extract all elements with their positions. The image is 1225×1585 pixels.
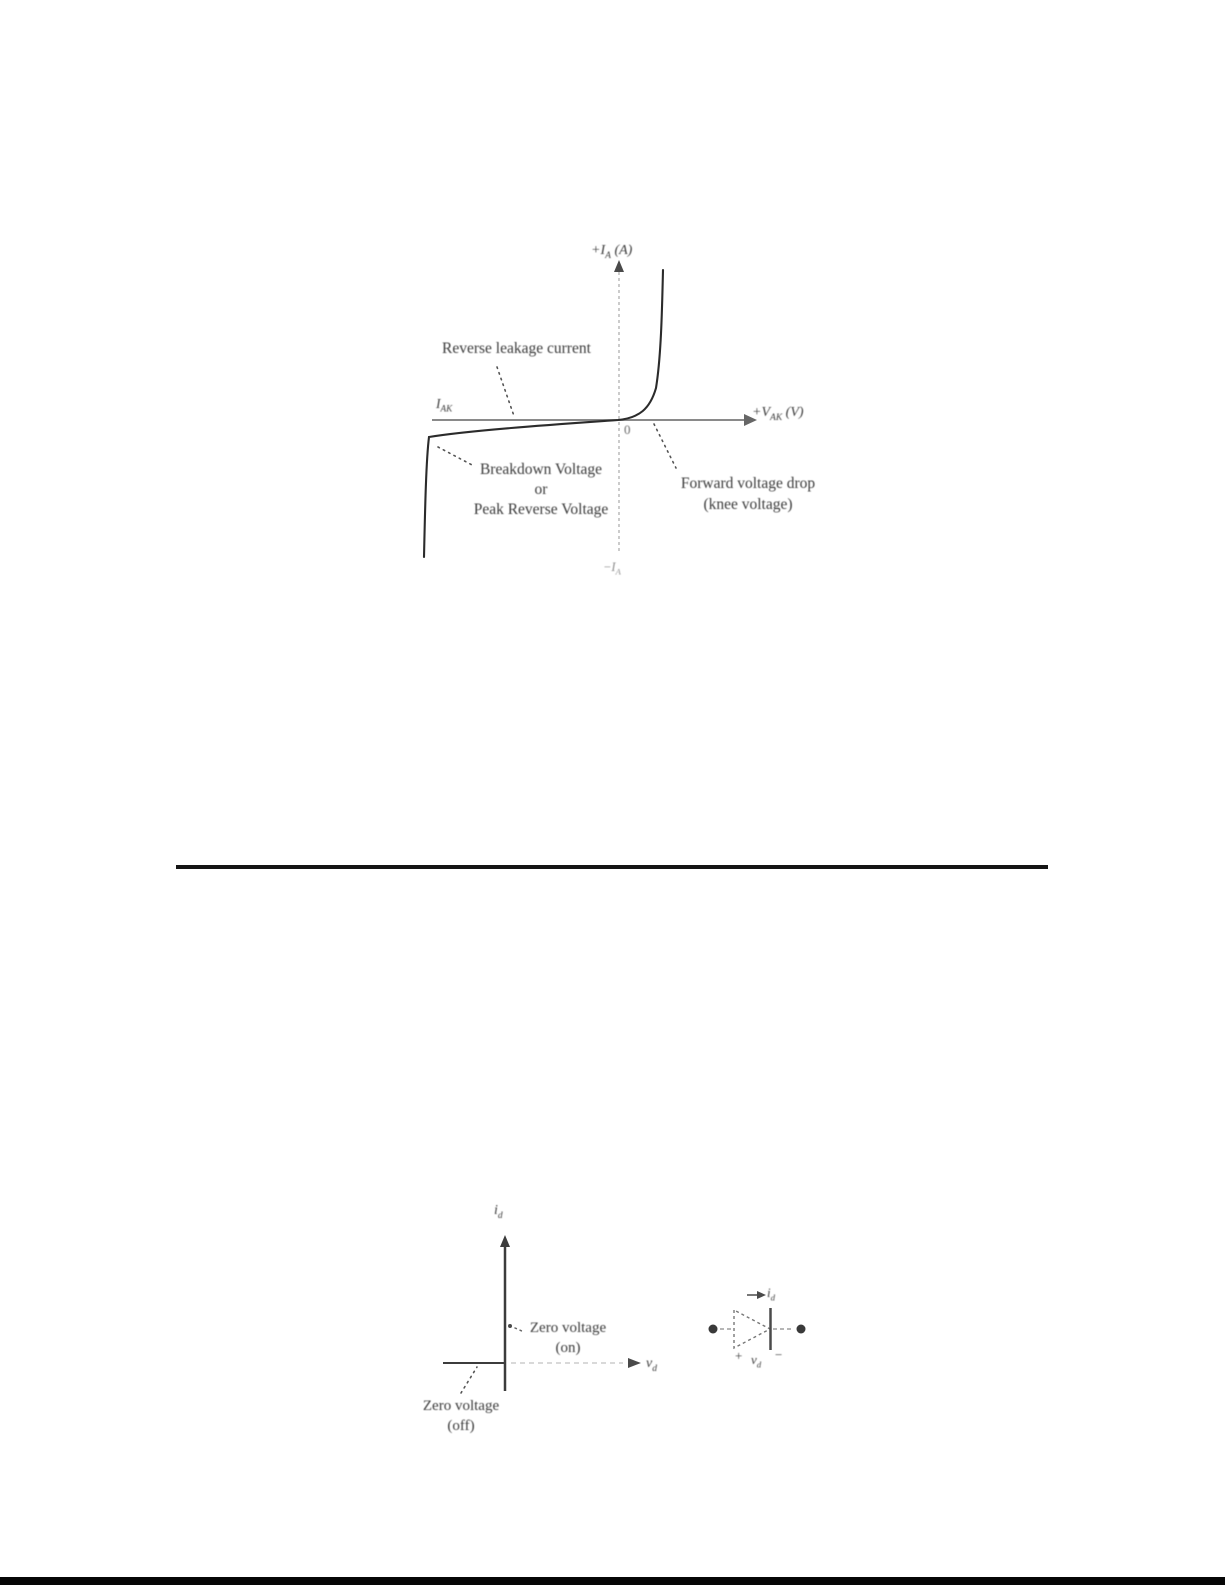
fig1-x-axis-label <box>752 404 804 425</box>
fig2-y-axis-label-pre: i <box>494 1203 498 1218</box>
fig2-on-line2: (on) <box>555 1340 581 1356</box>
fig2-on-tick <box>508 1324 512 1328</box>
fig2-x-axis-arrowhead <box>628 1358 641 1368</box>
fig1-breakdown-annotation <box>452 460 630 520</box>
diode-voltage-label <box>751 1352 761 1371</box>
fig2-y-axis-arrowhead <box>500 1235 510 1247</box>
diode-triangle <box>734 1310 770 1348</box>
fig1-breakdown-line2: or <box>534 481 548 498</box>
diode-anode-terminal <box>709 1325 718 1334</box>
fig1-leader-reverse-leakage <box>497 367 514 416</box>
section-divider-rule <box>176 865 1048 869</box>
fig2-on-line1: Zero voltage <box>529 1320 607 1336</box>
fig1-y-axis-label-pre: +I <box>591 243 606 258</box>
fig1-iak-label-pre: I <box>436 396 441 411</box>
page-bottom-edge-bar <box>0 1577 1225 1585</box>
fig1-neg-y-label-sub: A <box>615 566 621 577</box>
fig1-leader-forward-drop <box>654 424 676 468</box>
diode-cathode-terminal <box>797 1325 806 1334</box>
ideal-diode-symbol <box>709 1291 806 1350</box>
fig2-x-axis-label-sub: d <box>652 1363 657 1374</box>
diode-voltage-label-sub: d <box>756 1359 762 1370</box>
fig1-origin-label: 0 <box>624 422 631 437</box>
fig1-y-axis-label <box>591 242 632 263</box>
fig2-off-line2: (off) <box>447 1418 475 1434</box>
fig1-x-axis-label-sub: AK <box>770 412 783 423</box>
diode-plus-sign: + <box>735 1348 743 1363</box>
fig1-iak-label-sub: AK <box>440 403 453 414</box>
fig2-y-axis-label-sub: d <box>497 1210 503 1221</box>
fig2-x-axis-label-pre: v <box>646 1356 653 1371</box>
fig1-breakdown-line1: Breakdown Voltage <box>479 461 603 478</box>
fig2-off-annotation <box>411 1396 511 1436</box>
fig1-iak-label <box>436 396 452 415</box>
fig1-y-axis-label-sub: A <box>605 250 611 261</box>
fig2-leader-off <box>461 1367 477 1393</box>
fig1-x-axis-label-pre: +V <box>752 405 770 420</box>
fig1-neg-y-label-pre: −I <box>603 560 616 574</box>
fig2-off-line1: Zero voltage <box>422 1398 500 1414</box>
diode-current-arrowhead <box>757 1291 766 1299</box>
fig1-y-axis-label-post: (A) <box>610 243 633 258</box>
fig1-breakdown-line3: Peak Reverse Voltage <box>473 501 609 518</box>
diode-current-label-pre: i <box>767 1285 771 1300</box>
fig1-neg-y-label <box>603 560 621 577</box>
fig2-y-axis-label <box>494 1202 503 1223</box>
fig1-forward-line2: (knee voltage) <box>703 496 793 513</box>
fig2-on-annotation <box>520 1318 616 1358</box>
fig1-forward-line1: Forward voltage drop <box>680 475 816 492</box>
fig1-reverse-leakage-annotation: Reverse leakage current <box>442 340 591 357</box>
diode-current-label-sub: d <box>770 1292 776 1303</box>
fig1-x-axis-label-post: (V) <box>782 405 804 420</box>
diode-minus-sign: − <box>775 1347 783 1362</box>
diode-voltage-label-pre: v <box>751 1352 757 1367</box>
fig1-forward-drop-annotation <box>652 473 844 515</box>
diode-current-label <box>767 1285 775 1304</box>
fig2-x-axis-label <box>646 1355 657 1376</box>
